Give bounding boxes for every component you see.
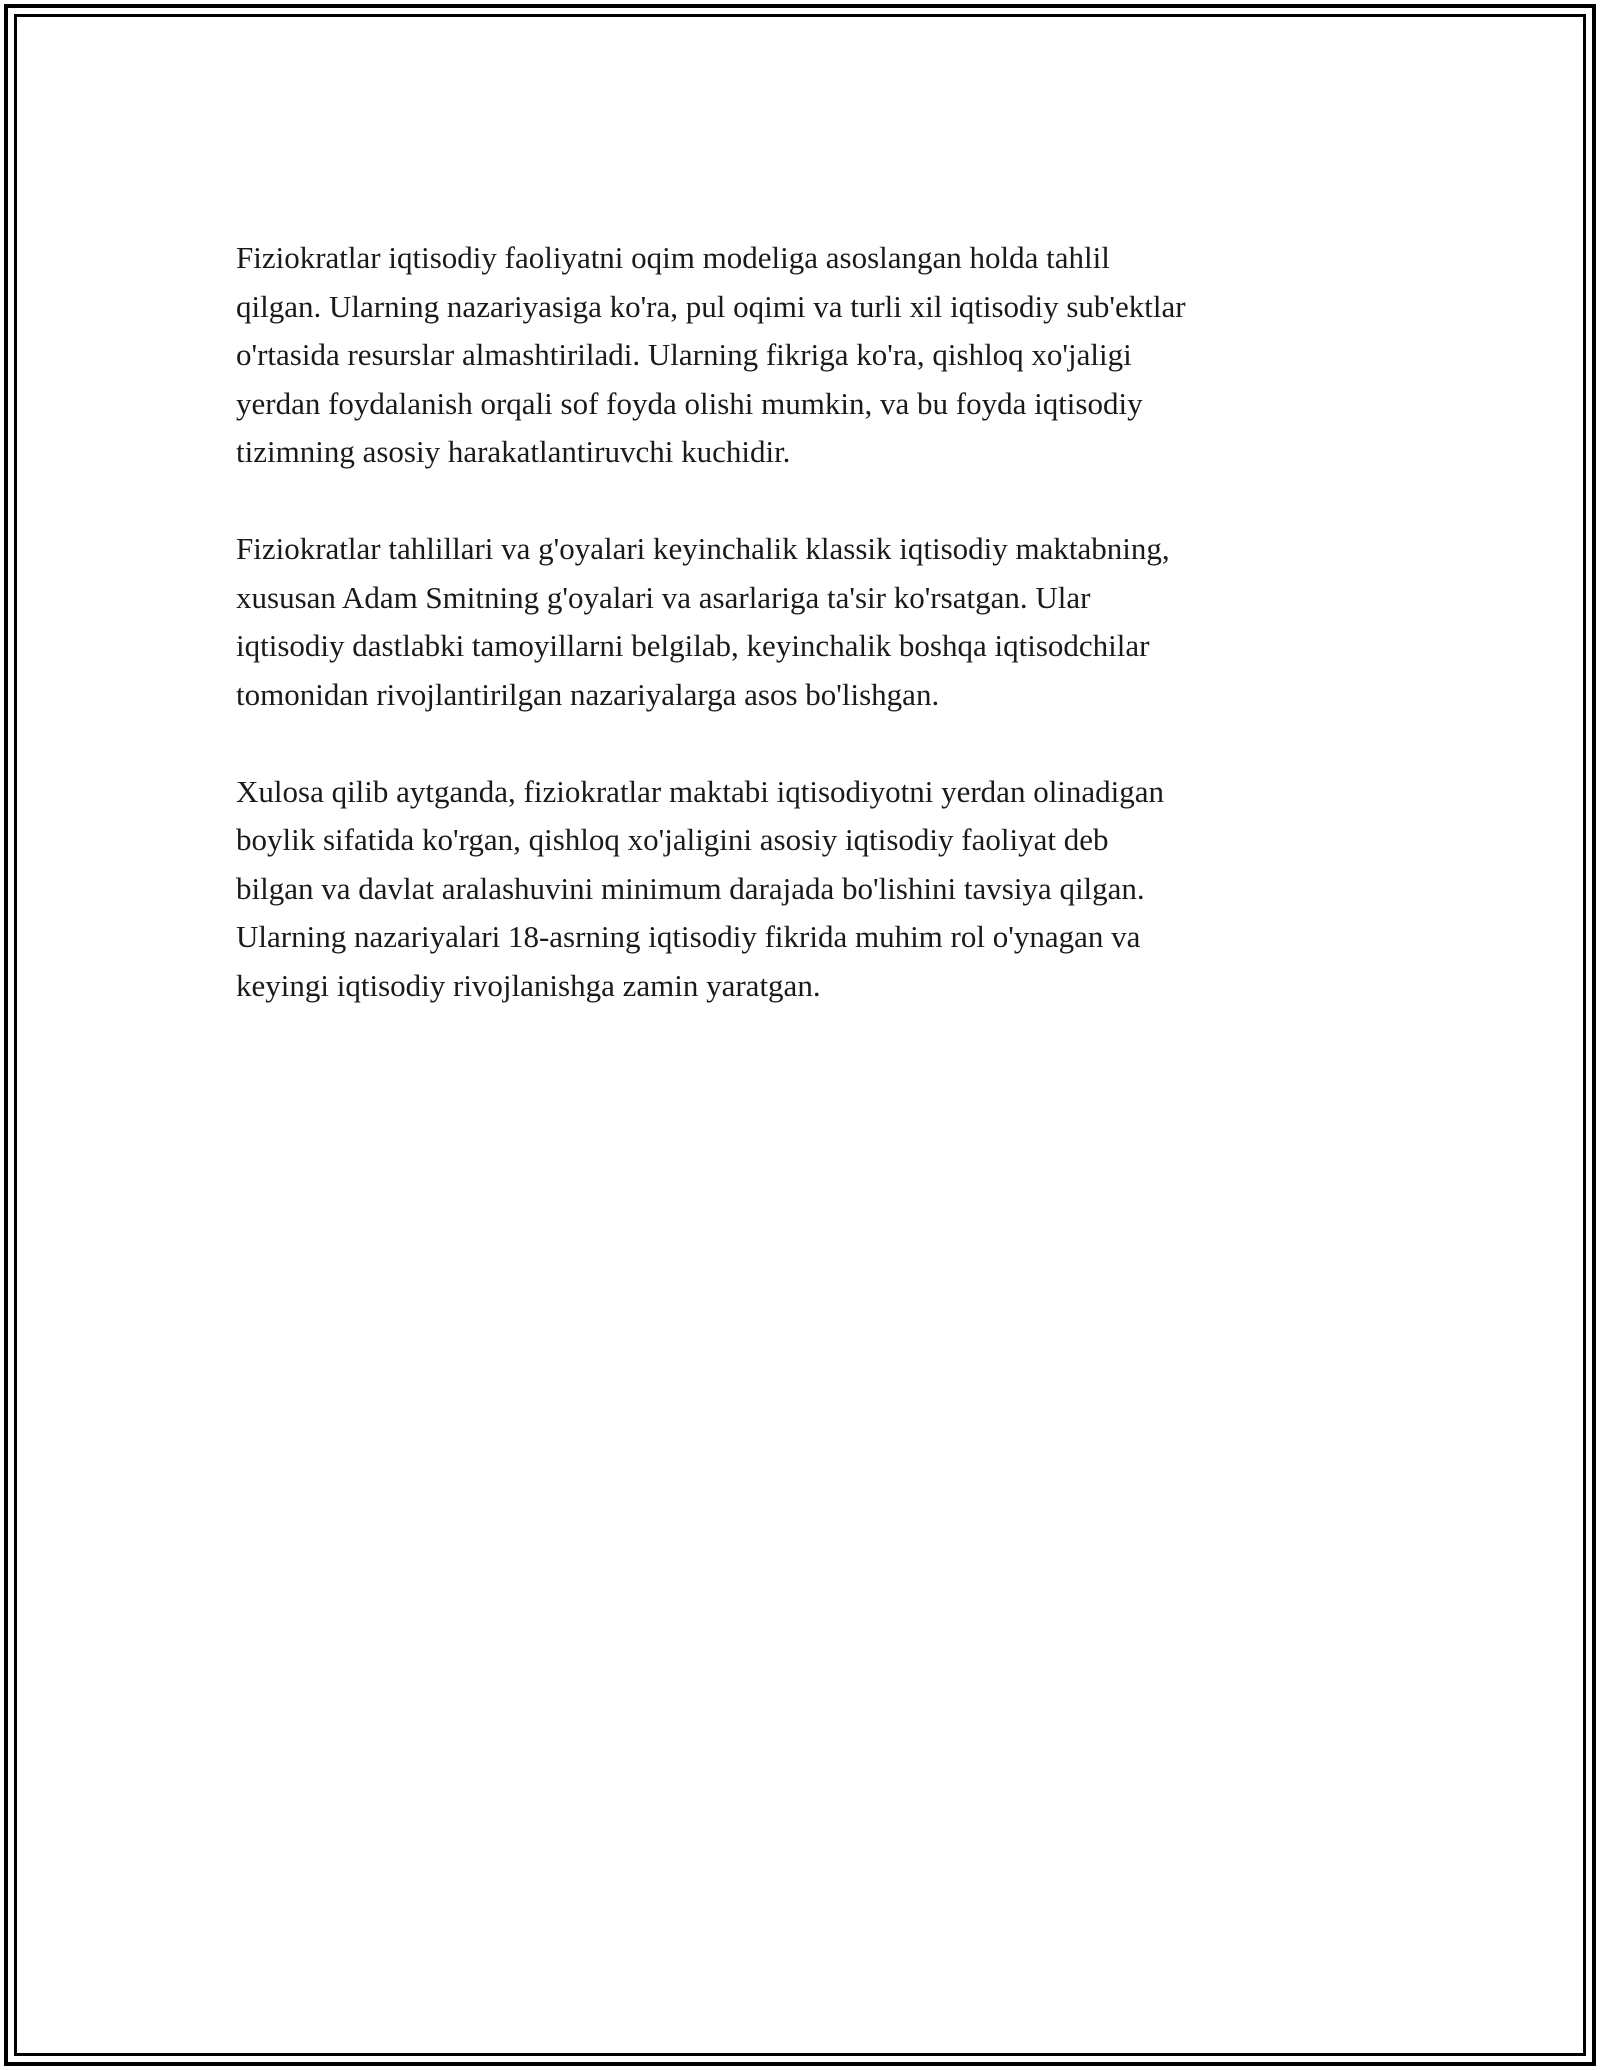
text-line: Xulosa qilib aytganda, fiziokratlar maktabi iqtisodiyotni yerdan olinadigan — [236, 773, 1165, 809]
text-line: Fiziokratlar tahlillari va g'oyalari keyinchalik klassik iqtisodiy maktabning, — [236, 531, 1170, 566]
text-line: keyingi iqtisodiy rivojlanishga zamin yaratgan. — [236, 967, 821, 1003]
document-body — [236, 234, 1366, 1059]
text-line: tizimning asosiy harakatlantiruvchi kuchidir. — [236, 434, 791, 469]
text-line: Ularning nazariyalari 18-asrning iqtisodiy fikrida muhim rol o'ynagan va — [236, 919, 1141, 954]
text-line: qilgan. Ularning nazariyasiga ko'ra, pul oqimi va turli xil iqtisodiy sub'ektlar — [236, 288, 1186, 324]
text-line: iqtisodiy dastlabki tamoyillarni belgilab, keyinchalik boshqa iqtisodchilar — [236, 628, 1150, 663]
paragraph-3 — [236, 768, 1366, 1011]
text-line: tomonidan rivojlantirilgan nazariyalarga asos bo'lishgan. — [236, 676, 940, 712]
paragraph-1 — [236, 234, 1366, 477]
text-line: boylik sifatida ko'rgan, qishloq xo'jaligini asosiy iqtisodiy faoliyat deb — [236, 822, 1109, 857]
text-line: Fiziokratlar iqtisodiy faoliyatni oqim modeliga asoslangan holda tahlil — [236, 240, 1110, 275]
text-line: yerdan foydalanish orqali sof foyda olishi mumkin, va bu foyda iqtisodiy — [236, 385, 1143, 421]
text-line: xususan Adam Smitning g'oyalari va asarlariga ta'sir ko'rsatgan. Ular — [236, 579, 1091, 615]
paragraph-2 — [236, 525, 1366, 719]
text-line: o'rtasida resurslar almashtiriladi. Ularning fikriga ko'ra, qishloq xo'jaligi — [236, 337, 1132, 372]
text-line: bilgan va davlat aralashuvini minimum darajada bo'lishini tavsiya qilgan. — [236, 870, 1145, 906]
